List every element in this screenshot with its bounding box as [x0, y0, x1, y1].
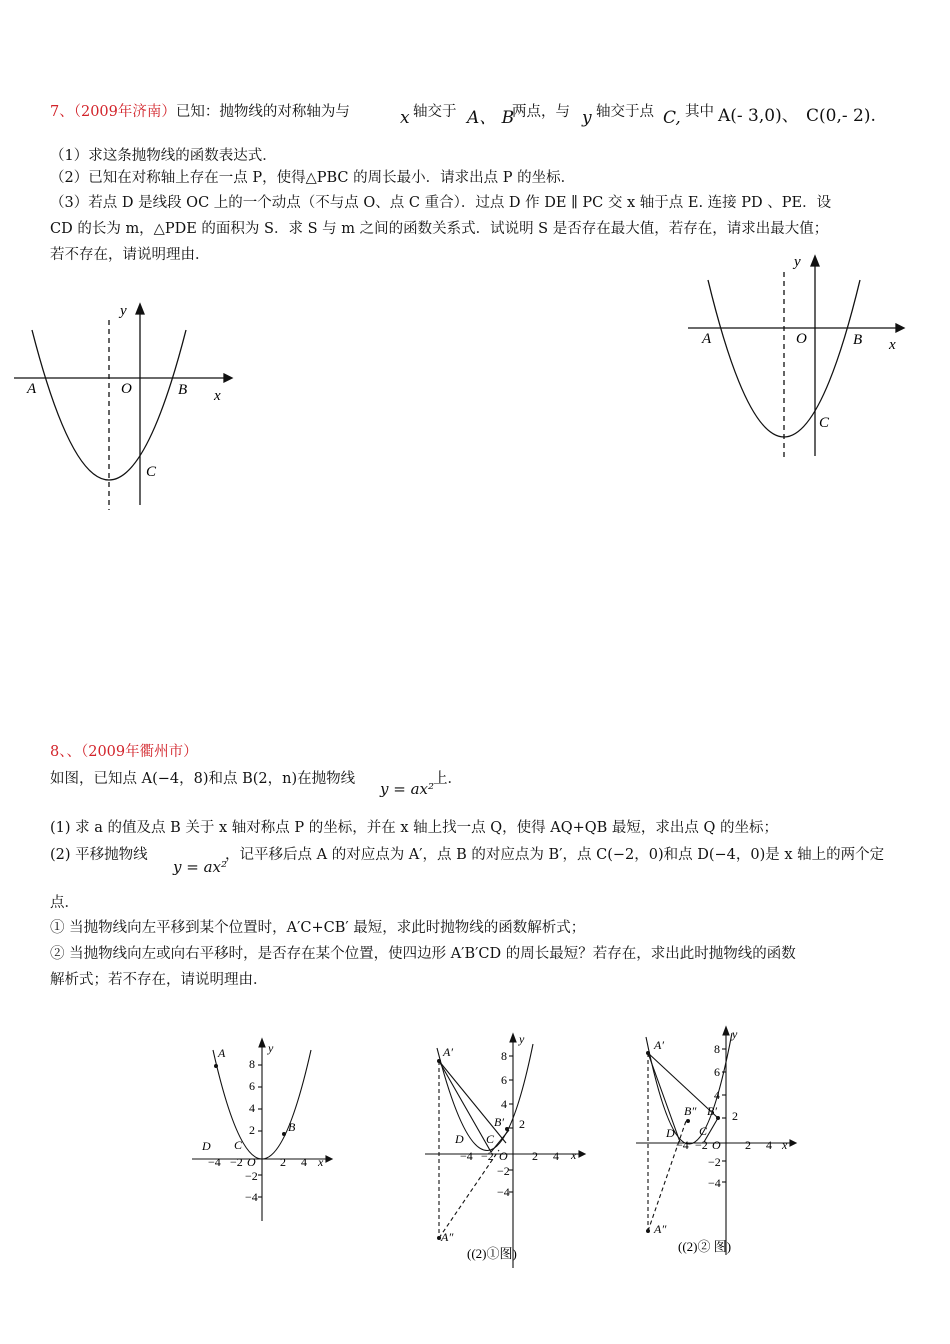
label-D: D — [666, 1126, 675, 1140]
tick-4: 4 — [714, 1088, 720, 1102]
label-B: B — [288, 1120, 296, 1134]
tick-x-neg4: −4 — [676, 1138, 689, 1152]
x-axis-arrow — [326, 1156, 332, 1162]
label-B: B — [853, 332, 863, 348]
tick-8: 8 — [249, 1057, 255, 1071]
q8-item2-a: (2) 平移抛物线 — [50, 847, 148, 863]
q8-item1: (1) 求 a 的值及点 B 关于 x 轴对称点 P 的坐标，并在 x 轴上找一点 Q，使得 AQ+QB 最短，求出点 Q 的坐标； — [50, 820, 779, 836]
label-A: A — [27, 381, 37, 397]
label-C: C — [234, 1138, 243, 1152]
label-B1: B′ — [707, 1104, 717, 1118]
y-axis-arrow — [259, 1039, 265, 1047]
label-x: x — [782, 1138, 788, 1152]
q7-part3-line2: CD 的长为 m，△PDE 的面积为 S．求 S 与 m 之间的函数关系式．试说明 S 是否存在最大值，若存在，请求出最大值； — [50, 221, 829, 237]
tick-neg2-y: −2 — [708, 1155, 721, 1169]
q8-source: （2009年衢州市） — [80, 744, 198, 760]
label-D: D — [202, 1139, 211, 1153]
q8-figure-1 — [188, 1035, 338, 1225]
tick-4: 4 — [501, 1097, 507, 1111]
fig2-caption: ((2)①图) — [467, 1246, 517, 1261]
q8-figure-2 — [415, 1030, 595, 1270]
q7-pt-a-coord: A(- 3,0)、 — [718, 106, 799, 126]
q7-stem-c: 两点，与 — [512, 104, 570, 120]
label-C: C — [146, 464, 157, 480]
y-axis-arrow — [510, 1034, 516, 1042]
label-A2: A″ — [654, 1222, 667, 1236]
label-y: y — [120, 303, 127, 319]
q7-stem-b: 轴交于 — [413, 104, 457, 120]
q8-item2-c: 点． — [50, 895, 79, 911]
q8-sub2-a: ② 当抛物线向左或向右平移时，是否存在某个位置，使四边形 A′B′CD 的周长最短？若存在，求出此时抛物线的函数 — [50, 946, 796, 962]
label-O: O — [712, 1138, 721, 1152]
tick-8: 8 — [501, 1049, 507, 1063]
label-x: x — [318, 1155, 324, 1169]
q8-formula: y = ax² — [380, 780, 434, 798]
q8-number: 8、、 — [50, 744, 81, 760]
label-y: y — [732, 1027, 738, 1041]
label-x: x — [214, 388, 221, 404]
x-axis-arrow — [896, 324, 904, 332]
q7-line1 — [50, 102, 350, 122]
label-B2: B″ — [684, 1104, 697, 1118]
tick-6: 6 — [501, 1073, 507, 1087]
label-x: x — [571, 1148, 577, 1162]
seg-A1-C — [439, 1061, 491, 1152]
tick-x-2: 2 — [280, 1155, 286, 1169]
tick-x-neg2: −2 — [481, 1149, 494, 1163]
tick-x-neg4: −4 — [460, 1149, 473, 1163]
label-x: x — [889, 337, 896, 353]
point-A — [214, 1064, 218, 1068]
q8-intro-end: 上． — [433, 771, 462, 787]
y-ticks — [258, 1065, 262, 1197]
q7-number: 7、 — [50, 104, 74, 120]
tick-x-2: 2 — [532, 1149, 538, 1163]
q7-source: （2009年济南） — [73, 104, 176, 120]
label-A: A — [218, 1046, 226, 1060]
q7-part1: （1）求这条抛物线的函数表达式． — [50, 148, 277, 164]
q7-stem-e: 其中 — [685, 104, 714, 120]
tick-x-neg2: −2 — [230, 1155, 243, 1169]
q8-heading — [50, 742, 198, 762]
point-A1 — [437, 1059, 441, 1063]
label-A: A — [702, 331, 712, 347]
tick-x-4: 4 — [766, 1138, 772, 1152]
q7-part3-line3: 若不存在，请说明理由． — [50, 247, 210, 263]
tick-6: 6 — [249, 1079, 255, 1093]
q7-pt-c: C, — [663, 108, 681, 128]
point-A1 — [646, 1051, 650, 1055]
point-B — [282, 1132, 286, 1136]
q7-part3-line1: （3）若点 D 是线段 OC 上的一个动点（不与点 O、点 C 重合）．过点 D 作 DE ∥ PC 交 x 轴于点 E. 连接 PD 、PE．设 — [50, 195, 832, 211]
point-B1 — [505, 1127, 509, 1131]
label-O: O — [499, 1149, 508, 1163]
tick-neg2-y: −2 — [497, 1164, 510, 1178]
label-O: O — [796, 331, 807, 347]
x-axis-arrow — [224, 374, 232, 382]
q7-figure-right — [680, 250, 910, 465]
label-B1: B′ — [494, 1115, 504, 1129]
point-B2 — [686, 1119, 690, 1123]
y-axis-arrow — [723, 1027, 729, 1035]
q8-figure-3 — [628, 1025, 808, 1257]
tick-neg4-y: −4 — [245, 1190, 258, 1204]
q7-var-x: x — [400, 108, 410, 128]
tick-4: 4 — [249, 1101, 255, 1115]
label-A2: A″ — [441, 1230, 454, 1244]
q7-pts-ab: A、 B — [467, 108, 515, 128]
label-A1: A′ — [443, 1045, 453, 1059]
tick-neg4-y: −4 — [497, 1185, 510, 1199]
label-B: B — [178, 382, 188, 398]
q7-var-y: y — [582, 108, 592, 128]
seg-A1-D — [648, 1053, 680, 1142]
y-axis-arrow — [811, 256, 819, 266]
seg-A1-B1 — [439, 1061, 506, 1143]
tick-x-2: 2 — [745, 1138, 751, 1152]
point-A2 — [646, 1229, 650, 1233]
tick-2: 2 — [249, 1123, 255, 1137]
q8-sub2-b: 解析式；若不存在，请说明理由． — [50, 972, 268, 988]
tick-2: 2 — [732, 1109, 738, 1123]
label-C: C — [699, 1124, 708, 1138]
label-C: C — [819, 415, 830, 431]
parabola — [437, 1044, 533, 1151]
label-y: y — [268, 1041, 274, 1055]
tick-2: 2 — [519, 1117, 525, 1131]
q7-stem-a: 已知：抛物线的对称轴为与 — [175, 104, 350, 120]
q7-part2: （2）已知在对称轴上存在一点 P，使得△PBC 的周长最小．请求出点 P 的坐标． — [50, 170, 576, 186]
q8-formula-2: y = ax² — [173, 858, 227, 876]
label-y: y — [794, 254, 801, 270]
label-O: O — [247, 1155, 256, 1169]
dashed-A2-C — [439, 1150, 499, 1238]
tick-8: 8 — [714, 1042, 720, 1056]
label-y: y — [519, 1032, 525, 1046]
q7-pt-c-coord: C(0,- 2). — [806, 106, 876, 126]
tick-neg4-y: −4 — [708, 1176, 721, 1190]
label-A1: A′ — [654, 1038, 664, 1052]
tick-x-neg2: −2 — [695, 1138, 708, 1152]
tick-x-neg4: −4 — [208, 1155, 221, 1169]
x-axis-arrow — [579, 1151, 585, 1157]
q8-intro: 如图，已知点 A(−4，8)和点 B(2，n)在抛物线 — [50, 771, 356, 787]
x-axis-arrow — [790, 1140, 796, 1146]
tick-neg2-y: −2 — [245, 1169, 258, 1183]
q8-item2-b: ，记平移后点 A 的对应点为 A′，点 B 的对应点为 B′，点 C(−2，0)和点 D(−4，0)是 x 轴上的两个定 — [225, 847, 885, 863]
label-O: O — [121, 381, 132, 397]
y-axis-arrow — [136, 304, 144, 314]
q8-sub1: ① 当抛物线向左平移到某个位置时，A′C+CB′ 最短，求此时抛物线的函数解析式； — [50, 920, 586, 936]
tick-x-4: 4 — [301, 1155, 307, 1169]
tick-x-4: 4 — [553, 1149, 559, 1163]
label-C: C — [486, 1132, 495, 1146]
fig3-caption: ((2)② 图) — [678, 1239, 732, 1254]
q7-figure-left — [10, 290, 240, 520]
tick-6: 6 — [714, 1065, 720, 1079]
label-D: D — [455, 1132, 464, 1146]
q7-stem-d: 轴交于点 — [596, 104, 654, 120]
